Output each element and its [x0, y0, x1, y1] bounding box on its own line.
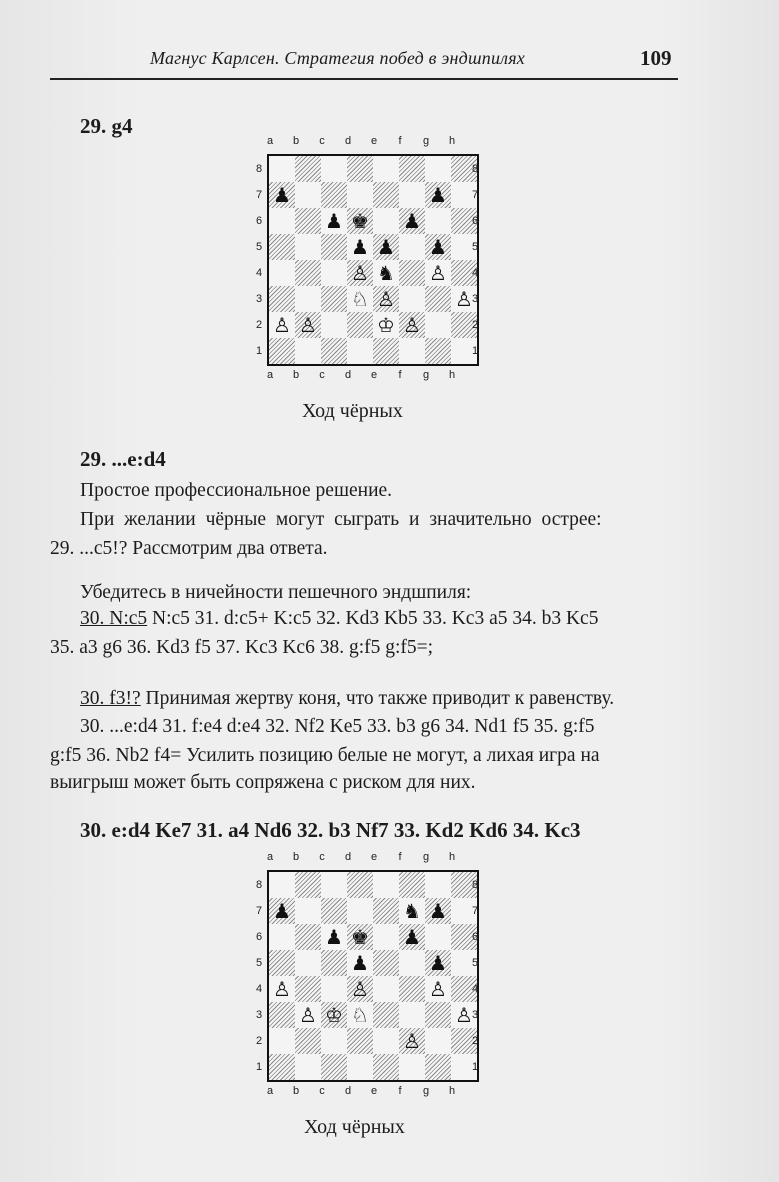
square-f7	[399, 182, 425, 208]
file-label: f	[398, 1085, 402, 1097]
file-label: e	[370, 1085, 378, 1097]
square-a2	[269, 1028, 295, 1054]
square-b6	[295, 208, 321, 234]
square-e5	[373, 950, 399, 976]
black-pawn-icon: ♟	[403, 925, 421, 949]
square-f3	[399, 1002, 425, 1028]
rank-labels-right	[472, 872, 478, 1080]
square-d6	[347, 924, 373, 950]
square-e1	[373, 338, 399, 364]
text-line: выигрыш может быть сопряжена с риском для них.	[50, 772, 476, 793]
square-a5	[269, 950, 295, 976]
square-b7	[295, 898, 321, 924]
square-g6	[425, 208, 451, 234]
square-f1	[399, 338, 425, 364]
rank-label: 7	[472, 905, 479, 917]
square-f1	[399, 1054, 425, 1080]
square-b3	[295, 1002, 321, 1028]
rank-labels-left	[256, 156, 262, 364]
square-c8	[321, 156, 347, 182]
square-c2	[321, 1028, 347, 1054]
square-d4	[347, 976, 373, 1002]
square-d2	[347, 1028, 373, 1054]
black-knight-icon: ♞	[403, 899, 421, 923]
rank-label: 6	[256, 215, 263, 227]
rank-label: 6	[472, 931, 479, 943]
file-labels-bottom	[257, 1085, 465, 1097]
square-d5	[347, 950, 373, 976]
square-f3	[399, 286, 425, 312]
file-label: h	[448, 1085, 456, 1097]
text-line: Простое профессиональное решение.	[80, 480, 393, 501]
move-heading-3: 30. e:d4 Ke7 31. a4 Nd6 32. b3 Nf7 33. Kd2 Kd6 34. Kc3	[80, 818, 581, 842]
file-label: a	[266, 851, 274, 863]
file-label: g	[422, 369, 430, 381]
square-d1	[347, 1054, 373, 1080]
page-number: 109	[640, 46, 672, 70]
file-label: g	[422, 135, 430, 147]
black-pawn-icon: ♟	[403, 209, 421, 233]
black-pawn-icon: ♟	[429, 951, 447, 975]
file-label: d	[344, 1085, 352, 1097]
rank-label: 5	[256, 957, 263, 969]
white-pawn-icon: ♙	[299, 313, 317, 337]
square-c5	[321, 234, 347, 260]
rank-label: 6	[256, 931, 263, 943]
file-label: b	[292, 851, 300, 863]
rank-label: 1	[472, 345, 479, 357]
square-g4	[425, 976, 451, 1002]
rank-label: 6	[472, 215, 479, 227]
square-f2	[399, 1028, 425, 1054]
black-pawn-icon: ♟	[429, 235, 447, 259]
square-f5	[399, 234, 425, 260]
square-c1	[321, 1054, 347, 1080]
square-f4	[399, 260, 425, 286]
diagram-caption-2: Ход чёрных	[304, 1116, 405, 1138]
square-c7	[321, 898, 347, 924]
file-labels-bottom	[257, 369, 465, 381]
file-label: a	[266, 1085, 274, 1097]
file-label: c	[319, 135, 325, 147]
text-line: Убедитесь в ничейности пешечного эндшпиля:	[80, 582, 472, 603]
square-e7	[373, 182, 399, 208]
square-b8	[295, 872, 321, 898]
white-knight-icon: ♘	[351, 287, 369, 311]
square-a1	[269, 1054, 295, 1080]
rank-label: 5	[472, 241, 479, 253]
square-a3	[269, 286, 295, 312]
rank-label: 1	[472, 1061, 479, 1073]
file-label: h	[448, 135, 456, 147]
file-label: h	[448, 851, 456, 863]
square-b1	[295, 1054, 321, 1080]
square-e4	[373, 260, 399, 286]
square-b5	[295, 950, 321, 976]
square-e5	[373, 234, 399, 260]
rank-label: 4	[472, 267, 479, 279]
black-pawn-icon: ♟	[351, 235, 369, 259]
square-e7	[373, 898, 399, 924]
square-e8	[373, 156, 399, 182]
black-pawn-icon: ♟	[325, 209, 343, 233]
rank-label: 7	[256, 905, 263, 917]
rank-label: 4	[256, 983, 263, 995]
square-a6	[269, 924, 295, 950]
rank-label: 3	[256, 1009, 263, 1021]
square-b2	[295, 1028, 321, 1054]
square-c1	[321, 338, 347, 364]
square-b3	[295, 286, 321, 312]
square-g1	[425, 1054, 451, 1080]
square-b4	[295, 260, 321, 286]
file-label: e	[370, 369, 378, 381]
file-label: f	[398, 135, 402, 147]
rank-label: 8	[256, 163, 263, 175]
file-label: a	[266, 135, 274, 147]
file-label: c	[319, 369, 325, 381]
square-b6	[295, 924, 321, 950]
rank-label: 7	[256, 189, 263, 201]
rank-label: 2	[472, 1035, 479, 1047]
black-pawn-icon: ♟	[325, 925, 343, 949]
black-knight-icon: ♞	[377, 261, 395, 285]
square-a2	[269, 312, 295, 338]
chessboard	[267, 870, 479, 1082]
file-label: c	[319, 851, 325, 863]
file-labels-top	[257, 851, 465, 863]
square-d6	[347, 208, 373, 234]
text-line	[80, 684, 614, 714]
square-a3	[269, 1002, 295, 1028]
file-label: a	[266, 369, 274, 381]
square-a6	[269, 208, 295, 234]
square-d3	[347, 286, 373, 312]
square-g8	[425, 872, 451, 898]
black-pawn-icon: ♟	[273, 183, 291, 207]
square-c5	[321, 950, 347, 976]
text-line: 35. a3 g6 36. Kd3 f5 37. Kc3 Kc6 38. g:f5 g:f5=;	[50, 637, 434, 658]
square-c2	[321, 312, 347, 338]
file-label: e	[370, 851, 378, 863]
white-pawn-icon: ♙	[455, 1003, 473, 1027]
rank-label: 3	[472, 1009, 479, 1021]
square-f8	[399, 872, 425, 898]
square-a5	[269, 234, 295, 260]
square-g2	[425, 312, 451, 338]
text-line: g:f5 36. Nb2 f4= Усилить позицию белые не могут, а лихая игра на	[50, 745, 600, 766]
square-f8	[399, 156, 425, 182]
white-pawn-icon: ♙	[273, 977, 291, 1001]
rank-label: 8	[472, 879, 479, 891]
white-pawn-icon: ♙	[273, 313, 291, 337]
rank-label: 2	[256, 1035, 263, 1047]
file-label: h	[448, 369, 456, 381]
header-rule	[50, 78, 678, 80]
black-king-icon: ♚	[351, 209, 369, 233]
square-c8	[321, 872, 347, 898]
white-knight-icon: ♘	[351, 1003, 369, 1027]
rank-label: 1	[256, 1061, 263, 1073]
square-f6	[399, 924, 425, 950]
square-b2	[295, 312, 321, 338]
square-c3	[321, 1002, 347, 1028]
square-b1	[295, 338, 321, 364]
text-line: 30. ...e:d4 31. f:e4 d:e4 32. Nf2 Ke5 33. b3 g6 34. Nd1 f5 35. g:f5	[80, 716, 595, 737]
square-g3	[425, 286, 451, 312]
square-g7	[425, 898, 451, 924]
variation-text: N:c5 31. d:c5+ K:c5 32. Kd3 Kb5 33. Kc3 a5 34. b3 Kc5	[147, 608, 599, 629]
square-e4	[373, 976, 399, 1002]
square-e3	[373, 1002, 399, 1028]
rank-label: 2	[472, 319, 479, 331]
square-g5	[425, 234, 451, 260]
white-pawn-icon: ♙	[403, 313, 421, 337]
move-heading-2: 29. ...e:d4	[80, 447, 166, 471]
square-a7	[269, 182, 295, 208]
rank-label: 2	[256, 319, 263, 331]
square-d5	[347, 234, 373, 260]
square-g8	[425, 156, 451, 182]
file-label: b	[292, 135, 300, 147]
white-pawn-icon: ♙	[299, 1003, 317, 1027]
file-label: d	[344, 135, 352, 147]
rank-label: 3	[256, 293, 263, 305]
square-e6	[373, 208, 399, 234]
white-pawn-icon: ♙	[351, 261, 369, 285]
square-e3	[373, 286, 399, 312]
rank-label: 4	[472, 983, 479, 995]
variation-text: Принимая жертву коня, что также приводит к равенству.	[140, 688, 615, 709]
text-line	[80, 604, 598, 634]
square-a7	[269, 898, 295, 924]
square-e6	[373, 924, 399, 950]
square-d4	[347, 260, 373, 286]
black-pawn-icon: ♟	[377, 235, 395, 259]
square-c7	[321, 182, 347, 208]
file-label: b	[292, 369, 300, 381]
file-label: e	[370, 135, 378, 147]
rank-label: 5	[472, 957, 479, 969]
file-label: d	[344, 851, 352, 863]
square-d8	[347, 156, 373, 182]
square-a4	[269, 976, 295, 1002]
square-g2	[425, 1028, 451, 1054]
text-line: 29. ...c5!? Рассмотрим два ответа.	[50, 538, 328, 559]
square-g5	[425, 950, 451, 976]
square-f6	[399, 208, 425, 234]
file-label: f	[398, 851, 402, 863]
white-king-icon: ♔	[377, 313, 395, 337]
square-f2	[399, 312, 425, 338]
square-b7	[295, 182, 321, 208]
square-b5	[295, 234, 321, 260]
square-g3	[425, 1002, 451, 1028]
black-pawn-icon: ♟	[429, 183, 447, 207]
square-d1	[347, 338, 373, 364]
square-g7	[425, 182, 451, 208]
text-line: При желании чёрные могут сыграть и значительно острее:	[80, 509, 602, 530]
square-a1	[269, 338, 295, 364]
square-c6	[321, 208, 347, 234]
square-b4	[295, 976, 321, 1002]
black-pawn-icon: ♟	[273, 899, 291, 923]
white-pawn-icon: ♙	[377, 287, 395, 311]
white-king-icon: ♔	[325, 1003, 343, 1027]
rank-label: 8	[472, 163, 479, 175]
square-d7	[347, 898, 373, 924]
square-e2	[373, 312, 399, 338]
square-d2	[347, 312, 373, 338]
variation-move: 30. f3!?	[80, 688, 141, 709]
chessboard	[267, 154, 479, 366]
square-d8	[347, 872, 373, 898]
file-labels-top	[257, 135, 465, 147]
rank-label: 8	[256, 879, 263, 891]
square-g4	[425, 260, 451, 286]
rank-label: 4	[256, 267, 263, 279]
diagram-caption-1: Ход чёрных	[302, 400, 403, 422]
file-label: g	[422, 1085, 430, 1097]
square-e2	[373, 1028, 399, 1054]
square-c3	[321, 286, 347, 312]
square-a8	[269, 872, 295, 898]
square-b8	[295, 156, 321, 182]
rank-label: 7	[472, 189, 479, 201]
square-a8	[269, 156, 295, 182]
white-pawn-icon: ♙	[455, 287, 473, 311]
square-e1	[373, 1054, 399, 1080]
square-f5	[399, 950, 425, 976]
white-pawn-icon: ♙	[403, 1029, 421, 1053]
square-g1	[425, 338, 451, 364]
square-c6	[321, 924, 347, 950]
file-label: g	[422, 851, 430, 863]
rank-labels-right	[472, 156, 478, 364]
square-f7	[399, 898, 425, 924]
running-title: Магнус Карлсен. Стратегия побед в эндшпилях	[150, 48, 525, 68]
square-d3	[347, 1002, 373, 1028]
move-heading-1: 29. g4	[80, 114, 133, 138]
rank-label: 1	[256, 345, 263, 357]
square-e8	[373, 872, 399, 898]
file-label: d	[344, 369, 352, 381]
black-pawn-icon: ♟	[429, 899, 447, 923]
square-f4	[399, 976, 425, 1002]
white-pawn-icon: ♙	[351, 977, 369, 1001]
square-a4	[269, 260, 295, 286]
variation-move: 30. N:c5	[80, 608, 148, 629]
white-pawn-icon: ♙	[429, 261, 447, 285]
file-label: b	[292, 1085, 300, 1097]
file-label: f	[398, 369, 402, 381]
white-pawn-icon: ♙	[429, 977, 447, 1001]
square-d7	[347, 182, 373, 208]
rank-labels-left	[256, 872, 262, 1080]
rank-label: 5	[256, 241, 263, 253]
rank-label: 3	[472, 293, 479, 305]
square-c4	[321, 260, 347, 286]
file-label: c	[319, 1085, 325, 1097]
black-king-icon: ♚	[351, 925, 369, 949]
square-g6	[425, 924, 451, 950]
square-c4	[321, 976, 347, 1002]
black-pawn-icon: ♟	[351, 951, 369, 975]
